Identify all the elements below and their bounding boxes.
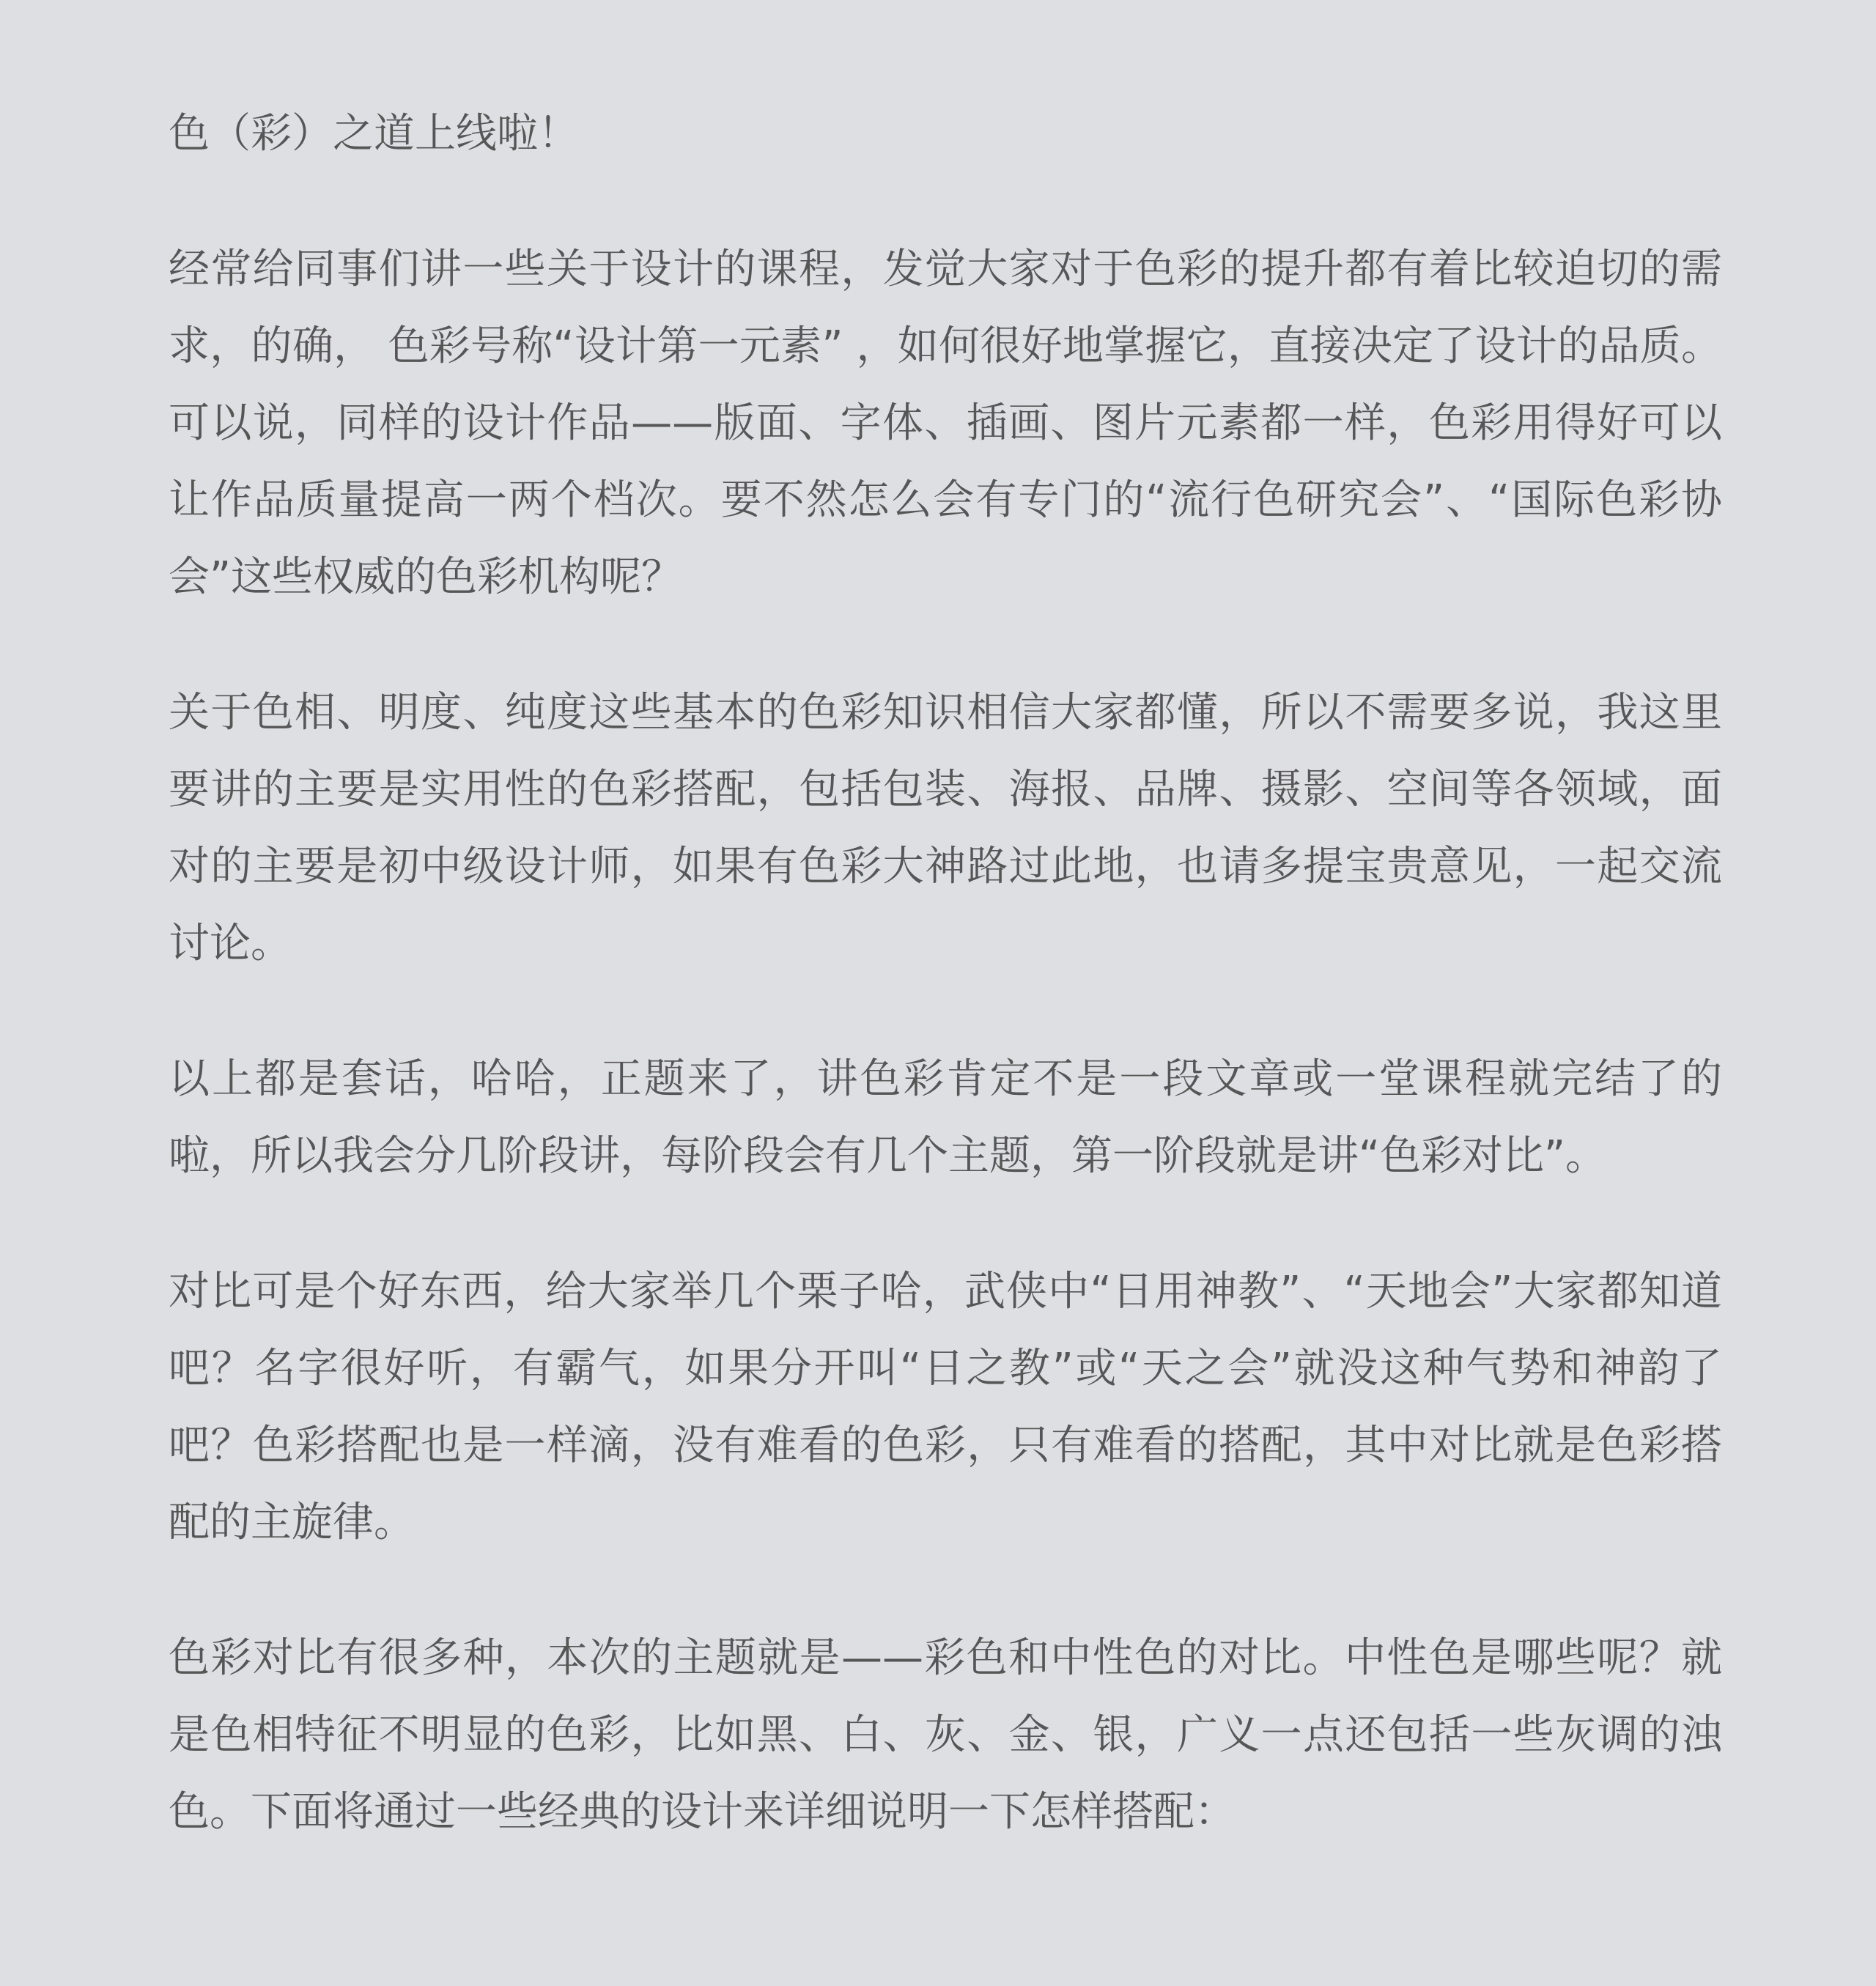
- article-body: [169, 95, 1722, 1850]
- paragraph-contrast-example: 对比可是个好东西，给大家举几个栗子哈，武侠中“日用神教”、“天地会”大家都知道吧？名字很好听，有霸气，如果分开叫“日之教”或“天之会”就没这种气势和神韵了吧？色彩搭配也是一样滴，没有难看的色彩，只有难看的搭配，其中对比就是色彩搭配的主旋律。: [169, 1268, 1722, 1546]
- article-title: 色（彩）之道上线啦！: [169, 110, 579, 158]
- paragraph-neutral-colors: 色彩对比有很多种，本次的主题就是——彩色和中性色的对比。中性色是哪些呢？就是色相特征不明显的色彩，比如黑、白、灰、金、银，广义一点还包括一些灰调的浊色。下面将通过一些经典的设计来详细说明一下怎样搭配：: [169, 1634, 1722, 1836]
- paragraph-intro: 经常给同事们讲一些关于设计的课程，发觉大家对于色彩的提升都有着比较迫切的需求，的确， 色彩号称“设计第一元素” ，如何很好地掌握它，直接决定了设计的品质。可以说，同样的设计作品——版面、字体、插画、图片元素都一样，色彩用得好可以让作品质量提高一两个档次。要不然怎么会有专门的“流行色研究会”、“国际色彩协会”这些权威的色彩机构呢？: [169, 246, 1722, 601]
- paragraph-stages: 以上都是套话，哈哈，正题来了，讲色彩肯定不是一段文章或一堂课程就完结了的啦，所以我会分几阶段讲，每阶段会有几个主题，第一阶段就是讲“色彩对比”。: [169, 1055, 1722, 1180]
- paragraph-scope: 关于色相、明度、纯度这些基本的色彩知识相信大家都懂，所以不需要多说，我这里要讲的主要是实用性的色彩搭配，包括包装、海报、品牌、摄影、空间等各领域，面对的主要是初中级设计师，如果有色彩大神路过此地，也请多提宝贵意见，一起交流讨论。: [169, 689, 1722, 967]
